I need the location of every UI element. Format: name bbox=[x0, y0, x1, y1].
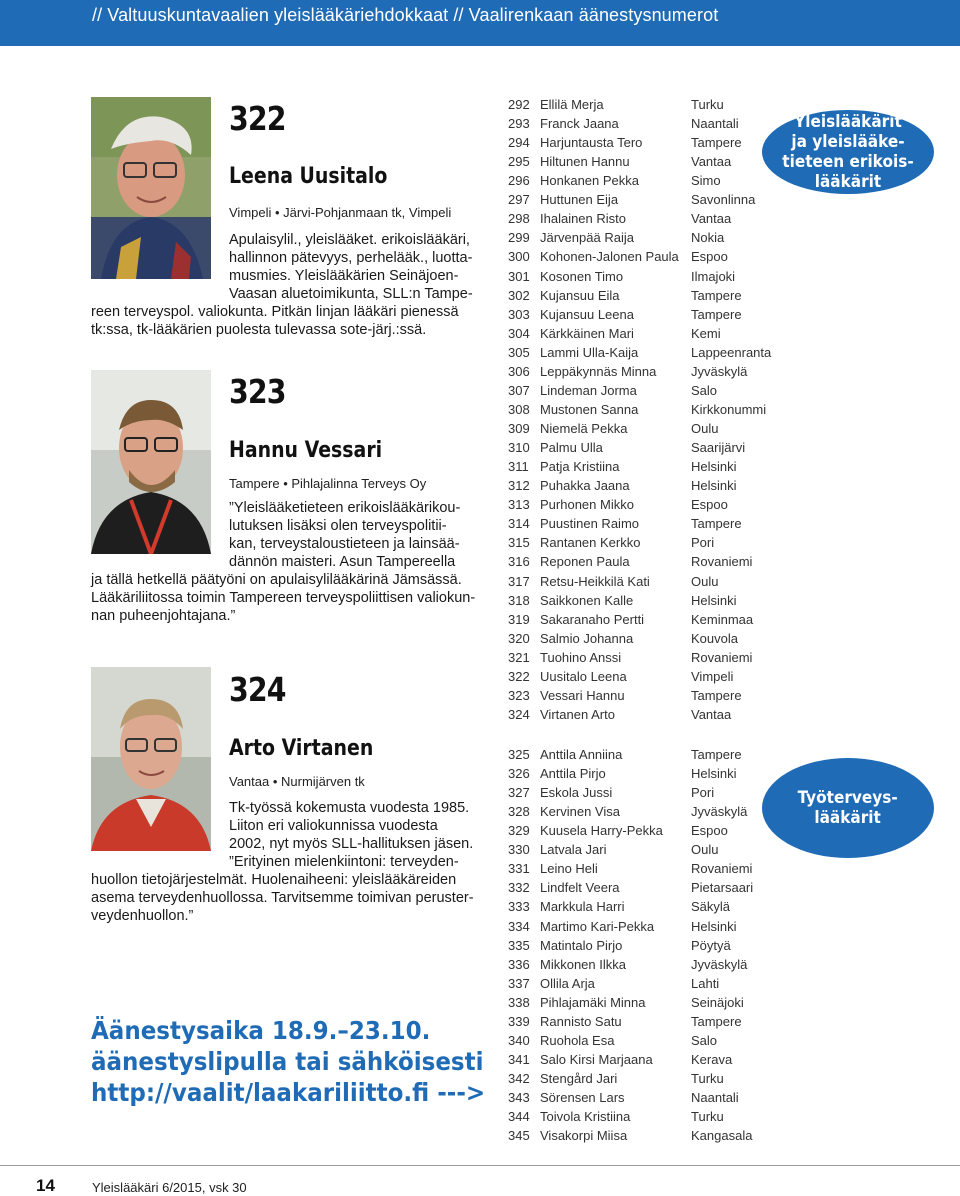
candidate-323-text-line: ”Yleislääketieteen erikoislääkärikou- bbox=[229, 500, 461, 516]
candidate-name: Stengård Jari bbox=[540, 1071, 618, 1087]
candidate-324-location: Vantaa • Nurmijärven tk bbox=[229, 774, 365, 789]
candidate-323-text-line: nan puheenjohtajana.” bbox=[91, 608, 236, 624]
candidate-324-name: Arto Virtanen bbox=[229, 736, 374, 761]
candidate-number: 336 bbox=[508, 956, 530, 972]
candidate-name: Puhakka Jaana bbox=[540, 478, 630, 494]
candidate-name: Lammi Ulla-Kaija bbox=[540, 344, 639, 360]
candidate-name: Saikkonen Kalle bbox=[540, 592, 634, 608]
candidate-city: Simo bbox=[691, 173, 721, 189]
candidate-322-photo bbox=[91, 97, 211, 279]
candidate-number: 314 bbox=[508, 516, 530, 532]
candidate-number: 301 bbox=[508, 268, 530, 284]
candidate-city: Salo bbox=[691, 1032, 718, 1048]
candidate-name: Virtanen Arto bbox=[540, 706, 615, 722]
candidate-city: Nokia bbox=[691, 230, 725, 246]
candidate-name: Lindeman Jorma bbox=[540, 382, 637, 398]
header-title: // Valtuuskuntavaalien yleislääkäriehdokkaat // Vaalirenkaan äänestysnumerot bbox=[92, 5, 719, 25]
candidate-city: Rovaniemi bbox=[691, 861, 753, 877]
candidate-city: Jyväskylä bbox=[691, 956, 748, 972]
candidate-name: Huttunen Eija bbox=[540, 192, 619, 208]
candidate-name: Hiltunen Hannu bbox=[540, 154, 630, 170]
candidate-city: Salo bbox=[691, 382, 718, 398]
candidate-name: Lindfelt Veera bbox=[540, 880, 620, 896]
candidate-name: Mustonen Sanna bbox=[540, 401, 639, 417]
candidate-number: 306 bbox=[508, 363, 530, 379]
candidate-number: 327 bbox=[508, 785, 530, 801]
candidate-city: Tampere bbox=[691, 287, 742, 303]
candidate-number: 320 bbox=[508, 630, 530, 646]
candidate-number: 325 bbox=[508, 747, 530, 762]
candidate-city: Oulu bbox=[691, 573, 719, 589]
candidate-name: Salo Kirsi Marjaana bbox=[540, 1051, 653, 1067]
candidate-322-number: 322 bbox=[229, 99, 286, 138]
candidate-323-text-line: ja tällä hetkellä päätyöni on apulaisylilääkärinä Jämsässä. bbox=[91, 572, 462, 588]
candidate-city: Pori bbox=[691, 785, 715, 801]
candidate-number: 304 bbox=[508, 325, 530, 341]
candidate-name: Retsu-Heikkilä Kati bbox=[540, 573, 650, 589]
candidate-number: 326 bbox=[508, 766, 530, 782]
voting-link[interactable]: http://vaalit/laakariliitto.fi ---> bbox=[91, 1078, 486, 1107]
candidate-number: 341 bbox=[508, 1051, 530, 1067]
candidate-name: Kohonen-Jalonen Paula bbox=[540, 249, 679, 265]
candidate-324-photo bbox=[91, 667, 211, 851]
candidate-city: Helsinki bbox=[691, 766, 737, 782]
candidate-number: 297 bbox=[508, 192, 530, 208]
candidate-number: 299 bbox=[508, 230, 530, 246]
candidate-number: 315 bbox=[508, 535, 530, 551]
occupational-health-badge bbox=[762, 758, 934, 858]
candidate-number: 307 bbox=[508, 382, 530, 398]
candidate-city: Säkylä bbox=[691, 899, 731, 915]
candidate-name: Anttila Anniina bbox=[540, 747, 623, 762]
candidate-name: Sakaranaho Pertti bbox=[540, 611, 645, 627]
candidate-name: Kujansuu Leena bbox=[540, 306, 634, 322]
candidate-city: Pöytyä bbox=[691, 937, 731, 953]
candidate-city: Helsinki bbox=[691, 918, 737, 934]
candidate-number: 313 bbox=[508, 497, 530, 513]
candidate-number: 344 bbox=[508, 1109, 530, 1125]
candidate-name: Toivola Kristiina bbox=[540, 1109, 631, 1125]
general-practitioners-badge-label: Yleislääkärit ja yleislääke- tieteen erikois- lääkärit bbox=[782, 112, 914, 192]
candidate-number: 339 bbox=[508, 1013, 530, 1029]
candidate-name: Mikkonen Ilkka bbox=[540, 956, 626, 972]
candidate-name: Leino Heli bbox=[540, 861, 598, 877]
candidate-322-text-line: hallinnon pätevyys, perhelääk., luotta- bbox=[229, 250, 473, 266]
candidate-city: Pietarsaari bbox=[691, 880, 754, 896]
candidate-name: Rantanen Kerkko bbox=[540, 535, 641, 551]
occupational-health-badge-label: Työterveys- lääkärit bbox=[797, 788, 899, 828]
candidate-name: Purhonen Mikko bbox=[540, 497, 634, 513]
candidate-city: Espoo bbox=[691, 497, 728, 513]
candidate-323-text-line: lutuksen lisäksi olen terveyspolitii- bbox=[229, 518, 447, 534]
candidate-city: Kirkkonummi bbox=[691, 401, 767, 417]
candidate-city: Turku bbox=[691, 1071, 724, 1087]
candidate-number: 293 bbox=[508, 116, 530, 132]
publication-info: Yleislääkäri 6/2015, vsk 30 bbox=[92, 1180, 247, 1195]
candidate-number: 343 bbox=[508, 1090, 530, 1106]
candidate-323-text-line: Lääkäriliitossa toimin Tampereen terveyspoliittisen valiokun- bbox=[91, 590, 476, 606]
candidate-city: Tampere bbox=[691, 1013, 742, 1029]
candidate-number: 332 bbox=[508, 880, 530, 896]
candidate-city: Kemi bbox=[691, 325, 721, 341]
candidate-name: Ellilä Merja bbox=[540, 97, 604, 112]
page-number: 14 bbox=[36, 1176, 55, 1195]
candidate-number: 294 bbox=[508, 135, 530, 151]
candidate-number: 311 bbox=[508, 459, 529, 475]
candidate-name: Sörensen Lars bbox=[540, 1090, 625, 1106]
candidate-city: Vimpeli bbox=[691, 668, 734, 684]
candidate-number: 303 bbox=[508, 306, 530, 322]
candidate-city: Tampere bbox=[691, 687, 742, 703]
candidate-name: Puustinen Raimo bbox=[540, 516, 639, 532]
candidate-number: 308 bbox=[508, 401, 530, 417]
candidate-number: 316 bbox=[508, 554, 530, 570]
candidate-city: Rovaniemi bbox=[691, 649, 753, 665]
candidate-number: 342 bbox=[508, 1071, 530, 1087]
candidate-323-photo bbox=[91, 370, 211, 554]
candidate-number: 317 bbox=[508, 573, 530, 589]
candidate-324-text-line: ”Erityinen mielenkiintoni: terveyden- bbox=[229, 854, 459, 870]
candidate-city: Lahti bbox=[691, 975, 720, 991]
candidate-number: 296 bbox=[508, 173, 530, 189]
candidate-322-name: Leena Uusitalo bbox=[229, 164, 388, 189]
candidate-number: 338 bbox=[508, 994, 530, 1010]
candidate-name: Ruohola Esa bbox=[540, 1032, 615, 1048]
candidate-city: Jyväskylä bbox=[691, 363, 748, 379]
candidate-number: 331 bbox=[508, 861, 530, 877]
candidate-name: Visakorpi Miisa bbox=[540, 1128, 628, 1144]
candidate-number: 305 bbox=[508, 344, 530, 360]
candidate-name: Latvala Jari bbox=[540, 842, 607, 858]
voting-period: Äänestysaika 18.9.–23.10. bbox=[91, 1016, 431, 1045]
candidate-name: Palmu Ulla bbox=[540, 440, 603, 456]
candidate-city: Naantali bbox=[691, 1090, 739, 1106]
candidate-city: Oulu bbox=[691, 421, 719, 437]
candidate-city: Tampere bbox=[691, 516, 742, 532]
candidate-city: Helsinki bbox=[691, 459, 737, 475]
candidate-name: Eskola Jussi bbox=[540, 785, 613, 801]
candidate-324-text-line: veydenhuollon.” bbox=[91, 908, 194, 924]
candidate-number: 340 bbox=[508, 1032, 530, 1048]
candidate-city: Naantali bbox=[691, 116, 739, 132]
candidate-number: 302 bbox=[508, 287, 530, 303]
candidate-number: 318 bbox=[508, 592, 530, 608]
candidate-city: Seinäjoki bbox=[691, 994, 744, 1010]
candidate-city: Tampere bbox=[691, 306, 742, 322]
candidate-city: Helsinki bbox=[691, 478, 737, 494]
candidate-name: Kärkkäinen Mari bbox=[540, 325, 634, 341]
candidate-name: Järvenpää Raija bbox=[540, 230, 634, 246]
candidate-number: 333 bbox=[508, 899, 530, 915]
candidate-324-number: 324 bbox=[229, 670, 286, 709]
candidate-city: Helsinki bbox=[691, 592, 737, 608]
candidate-city: Keminmaa bbox=[691, 611, 754, 627]
candidate-number: 324 bbox=[508, 706, 530, 722]
candidate-city: Oulu bbox=[691, 842, 719, 858]
candidate-name: Franck Jaana bbox=[540, 116, 619, 132]
candidate-city: Kouvola bbox=[691, 630, 738, 646]
candidate-city: Jyväskylä bbox=[691, 804, 748, 820]
candidate-name: Patja Kristiina bbox=[540, 459, 620, 475]
candidate-city: Turku bbox=[691, 1109, 724, 1125]
candidate-324-text-line: asema terveydenhuollossa. Tarvitsemme toimivan peruster- bbox=[91, 890, 474, 906]
candidate-number: 312 bbox=[508, 478, 530, 494]
candidate-323-name: Hannu Vessari bbox=[229, 438, 383, 463]
candidate-324-text-line: Liiton eri valiokunnissa vuodesta bbox=[229, 818, 438, 834]
candidate-name: Matintalo Pirjo bbox=[540, 937, 623, 953]
candidate-name: Pihlajamäki Minna bbox=[540, 994, 646, 1010]
candidate-city: Vantaa bbox=[691, 211, 732, 227]
candidate-name: Vessari Hannu bbox=[540, 687, 625, 703]
candidate-name: Tuohino Anssi bbox=[540, 649, 622, 665]
candidate-number: 309 bbox=[508, 421, 530, 437]
candidate-number: 319 bbox=[508, 611, 530, 627]
candidate-322-text-line: musmies. Yleislääkärien Seinäjoen- bbox=[229, 268, 459, 284]
candidate-name: Kosonen Timo bbox=[540, 268, 624, 284]
candidate-name: Kervinen Visa bbox=[540, 804, 620, 820]
candidate-number: 335 bbox=[508, 937, 530, 953]
candidate-name: Honkanen Pekka bbox=[540, 173, 640, 189]
candidate-324-text-line: Tk-työssä kokemusta vuodesta 1985. bbox=[229, 800, 470, 816]
candidate-city: Saarijärvi bbox=[691, 440, 746, 456]
candidate-323-number: 323 bbox=[229, 372, 286, 411]
candidate-322-text-line: reen terveyspol. valiokunta. Pitkän linjan lääkäri pienessä bbox=[91, 304, 459, 320]
candidate-city: Vantaa bbox=[691, 706, 732, 722]
candidate-city: Espoo bbox=[691, 823, 728, 839]
candidate-name: Niemelä Pekka bbox=[540, 421, 628, 437]
candidate-city: Espoo bbox=[691, 249, 728, 265]
candidate-number: 295 bbox=[508, 154, 530, 170]
candidate-name: Leppäkynnäs Minna bbox=[540, 363, 657, 379]
candidate-number: 300 bbox=[508, 249, 530, 265]
candidate-name: Kuusela Harry-Pekka bbox=[540, 823, 663, 839]
candidate-city: Savonlinna bbox=[691, 192, 756, 208]
candidate-322-text-line: tk:ssa, tk-lääkärien puolesta tulevassa sote-järj.:ssä. bbox=[91, 322, 427, 338]
candidate-324-text-line: 2002, nyt myös SLL-hallituksen jäsen. bbox=[229, 836, 474, 852]
candidate-city: Vantaa bbox=[691, 154, 732, 170]
candidate-city: Kangasala bbox=[691, 1128, 753, 1144]
candidate-city: Ilmajoki bbox=[691, 268, 736, 284]
candidate-name: Salmio Johanna bbox=[540, 630, 634, 646]
candidate-number: 345 bbox=[508, 1128, 530, 1144]
candidate-name: Martimo Kari-Pekka bbox=[540, 918, 655, 934]
candidate-name: Ihalainen Risto bbox=[540, 211, 626, 227]
candidate-city: Pori bbox=[691, 535, 715, 551]
candidate-number: 323 bbox=[508, 687, 530, 703]
candidate-322-text-line: Apulaisylil., yleislääket. erikoislääkäri, bbox=[229, 232, 470, 248]
candidate-324-text-line: huollon tietojärjestelmät. Huolenaiheeni: yleislääkäreiden bbox=[91, 872, 457, 888]
candidate-number: 329 bbox=[508, 823, 530, 839]
candidate-number: 298 bbox=[508, 211, 530, 227]
candidate-name: Uusitalo Leena bbox=[540, 668, 627, 684]
candidate-323-location: Tampere • Pihlajalinna Terveys Oy bbox=[229, 476, 427, 491]
candidate-number: 322 bbox=[508, 668, 530, 684]
candidate-number: 321 bbox=[508, 649, 530, 665]
candidate-number: 310 bbox=[508, 440, 530, 456]
candidate-city: Rovaniemi bbox=[691, 554, 753, 570]
candidate-323-text-line: kan, terveystaloustieteen ja lainsää- bbox=[229, 536, 460, 552]
candidate-city: Lappeenranta bbox=[691, 344, 772, 360]
general-practitioners-badge bbox=[762, 110, 934, 194]
candidate-number: 292 bbox=[508, 97, 530, 112]
candidate-name: Kujansuu Eila bbox=[540, 287, 620, 303]
candidate-name: Rannisto Satu bbox=[540, 1013, 622, 1029]
candidate-number: 328 bbox=[508, 804, 530, 820]
candidate-city: Tampere bbox=[691, 135, 742, 151]
candidate-323-text-line: dännön maisteri. Asun Tampereella bbox=[229, 554, 456, 570]
footer-divider bbox=[0, 1165, 960, 1166]
candidate-322-location: Vimpeli • Järvi-Pohjanmaan tk, Vimpeli bbox=[229, 205, 452, 220]
candidate-city: Turku bbox=[691, 97, 724, 112]
voting-method: äänestyslipulla tai sähköisesti bbox=[91, 1047, 484, 1076]
candidate-322-text-line: Vaasan aluetoimikunta, SLL:n Tampe- bbox=[229, 286, 473, 302]
candidate-city: Kerava bbox=[691, 1051, 733, 1067]
candidate-name: Ollila Arja bbox=[540, 975, 595, 991]
candidate-number: 334 bbox=[508, 918, 530, 934]
candidate-number: 330 bbox=[508, 842, 530, 858]
candidate-name: Harjuntausta Tero bbox=[540, 135, 643, 151]
candidate-name: Markkula Harri bbox=[540, 899, 625, 915]
candidate-name: Anttila Pirjo bbox=[540, 766, 606, 782]
candidate-number: 337 bbox=[508, 975, 530, 991]
candidate-city: Tampere bbox=[691, 747, 742, 762]
candidate-name: Reponen Paula bbox=[540, 554, 630, 570]
